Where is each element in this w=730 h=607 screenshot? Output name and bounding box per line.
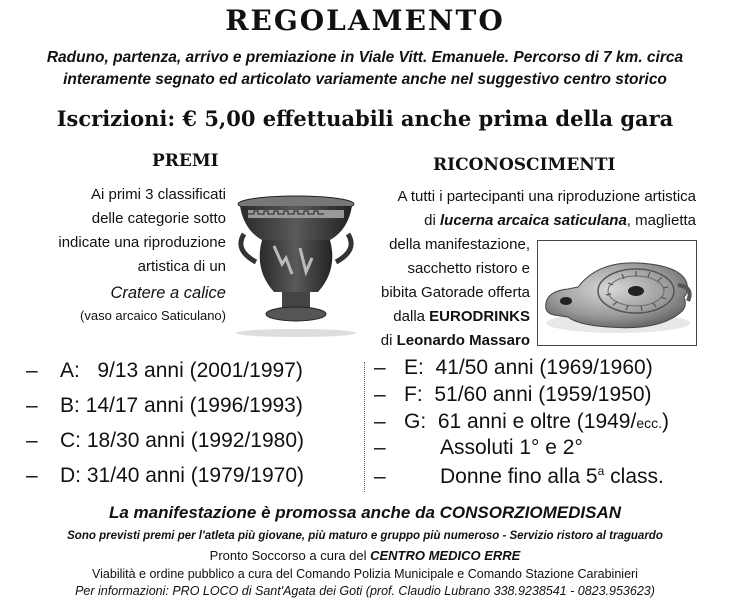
category-c-text: C: 18/30 anni (1992/1980) xyxy=(60,429,305,452)
intro-line-2: interamente segnato ed articolato variamente anche nel suggestivo centro storico xyxy=(63,71,667,88)
category-a xyxy=(26,359,303,383)
promo-line xyxy=(0,503,730,523)
category-b-dash: – xyxy=(26,394,38,417)
oil-lamp-image xyxy=(537,240,697,346)
category-a-dash: – xyxy=(26,359,38,382)
riconoscimenti-line-3: della manifestazione, xyxy=(389,236,530,253)
category-d-text: D: 31/40 anni (1979/1970) xyxy=(60,464,305,487)
category-donne-dash: – xyxy=(374,465,386,488)
category-g xyxy=(374,410,669,434)
category-d xyxy=(26,464,304,488)
riconoscimenti-line-2-suffix: , maglietta xyxy=(626,212,696,229)
category-e-text: E: 41/50 anni (1969/1960) xyxy=(404,356,653,379)
footer-traffic-note: Viabilità e ordine pubblico a cura del Comando Polizia Municipale e Comando Stazione Carabinieri xyxy=(92,567,638,581)
riconoscimenti-line-4: sacchetto ristoro e xyxy=(407,260,530,277)
riconoscimenti-line-2 xyxy=(366,209,696,233)
footer-first-aid xyxy=(0,548,730,563)
category-g-close: ) xyxy=(662,410,669,433)
category-f xyxy=(374,383,652,407)
category-a-text: A: 9/13 anni (2001/1997) xyxy=(60,359,303,382)
riconoscimenti-line-1: A tutti i partecipanti una riproduzione artistica xyxy=(397,188,696,205)
page-title: REGOLAMENTO xyxy=(225,4,505,37)
category-f-text: F: 51/60 anni (1959/1950) xyxy=(404,383,652,406)
category-donne xyxy=(374,464,664,489)
column-divider xyxy=(364,362,365,492)
category-g-dash: – xyxy=(374,410,386,433)
sponsor-name: EURODRINKS xyxy=(429,308,530,325)
riconoscimenti-text-top xyxy=(366,185,696,233)
premi-line-3: indicate una riproduzione xyxy=(58,234,226,251)
category-c xyxy=(26,429,304,453)
footer-prizes-note: Sono previsti premi per l'atleta più giovane, più maturo e gruppo più numeroso - Servizio ristoro al traguardo xyxy=(67,530,663,542)
crater-vase-image xyxy=(234,190,358,340)
riconoscimenti-line-7 xyxy=(366,329,530,353)
riconoscimenti-heading: RICONOSCIMENTI xyxy=(433,155,616,175)
premi-line-1: Ai primi 3 classificati xyxy=(90,186,226,203)
footer-info: Per informazioni: PRO LOCO di Sant'Agata dei Goti (prof. Claudio Lubrano 338.9238541 - 0823.953623) xyxy=(75,584,655,598)
premi-line-4: artistica di un xyxy=(137,258,226,275)
intro-line-1: Raduno, partenza, arrivo e premiazione in Viale Vitt. Emanuele. Percorso di 7 km. circa xyxy=(46,49,684,66)
sponsor-consorzio: CONSORZIOMEDISAN xyxy=(439,503,621,522)
premi-heading: PREMI xyxy=(152,151,219,171)
category-c-dash: – xyxy=(26,429,38,452)
premi-text xyxy=(20,183,226,325)
promo-prefix: La manifestazione è promossa anche da xyxy=(108,503,440,522)
registration-fee: Iscrizioni: € 5,00 effettuabili anche prima della gara xyxy=(56,106,674,131)
category-assoluti-dash: – xyxy=(374,436,386,459)
lamp-item-name: lucerna arcaica saticulana xyxy=(440,212,627,229)
category-e xyxy=(374,356,653,380)
riconoscimenti-line-2-prefix: di xyxy=(424,212,441,229)
riconoscimenti-text-bottom xyxy=(366,233,530,353)
riconoscimenti-line-6 xyxy=(366,305,530,329)
premi-item: Cratere a calice xyxy=(110,284,226,302)
category-d-dash: – xyxy=(26,464,38,487)
category-assoluti-text: Assoluti 1° e 2° xyxy=(440,436,583,459)
sponsor-owner: Leonardo Massaro xyxy=(396,332,530,349)
category-f-dash: – xyxy=(374,383,386,406)
category-donne-class: class. xyxy=(604,465,664,488)
category-b-text: B: 14/17 anni (1996/1993) xyxy=(60,394,303,417)
category-g-ecc: ecc. xyxy=(636,415,662,431)
category-donne-text: Donne fino alla 5 xyxy=(440,465,598,488)
riconoscimenti-line-5: bibita Gatorade offerta xyxy=(381,284,530,301)
category-assoluti xyxy=(374,436,583,460)
riconoscimenti-line-7-prefix: di xyxy=(380,332,397,349)
footer-first-aid-prefix: Pronto Soccorso a cura del xyxy=(209,548,371,563)
riconoscimenti-line-6-prefix: dalla xyxy=(393,308,430,325)
medical-center-name: CENTRO MEDICO ERRE xyxy=(370,548,521,563)
category-b xyxy=(26,394,303,418)
premi-item-note: (vaso arcaico Saticulano) xyxy=(80,308,226,323)
category-e-dash: – xyxy=(374,356,386,379)
premi-line-2: delle categorie sotto xyxy=(91,210,226,227)
category-g-text: G: 61 anni e oltre (1949/ xyxy=(404,410,637,433)
category-donne-sup: a xyxy=(597,464,605,478)
